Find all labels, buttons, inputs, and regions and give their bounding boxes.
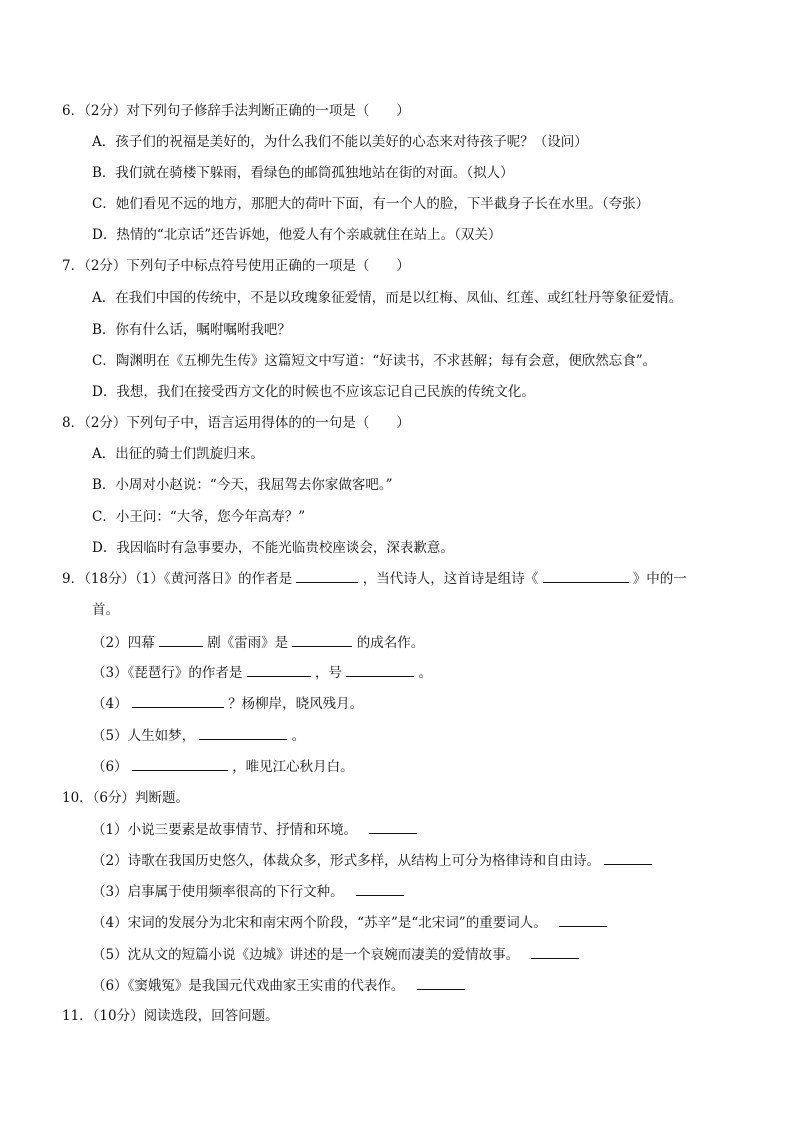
- question-10-item-4: [92, 912, 607, 933]
- question-9-text-c: 》中的一: [632, 571, 687, 587]
- question-9-part-5-text-b: 。: [291, 728, 306, 744]
- question-7-stem: 7．（2分）下列句子中标点符号使用正确的一项是（ ）: [62, 258, 410, 274]
- question-10-item-text: （3）启事属于使用频率很高的下行文种。: [92, 884, 344, 900]
- question-10-item-3: [92, 881, 404, 902]
- question-9-part-5-text-a: （5）人生如梦，: [92, 728, 196, 744]
- question-10-item-1: [92, 819, 417, 840]
- question-10-item-6: [92, 975, 465, 996]
- question-9-part-5: [92, 725, 305, 746]
- question-7-option-c: C．陶渊明在《五柳先生传》这篇短文中写道：“好读书，不求甚解；每有会意，便欣然忘食”。: [92, 353, 657, 369]
- question-9-part-3-text-c: 。: [418, 665, 433, 681]
- question-10-item-text: （2）诗歌在我国历史悠久，体裁众多，形式多样，从结构上可分为格律诗和自由诗。: [92, 853, 601, 869]
- question-9-part-6-text-b: ，唯见江心秋月白。: [232, 759, 354, 775]
- question-7-option-d: D．我想，我们在接受西方文化的时候也不应该忘记自己民族的传统文化。: [92, 384, 535, 400]
- answer-blank[interactable]: [296, 568, 358, 583]
- answer-blank[interactable]: [604, 850, 652, 865]
- question-6-option-b: B．我们就在骑楼下躲雨，看绿色的邮筒孤独地站在街的对面。（拟人）: [92, 165, 514, 181]
- answer-blank[interactable]: [159, 632, 203, 647]
- question-9-text-b: ，当代诗人，这首诗是组诗《: [362, 571, 539, 587]
- question-7-option-a: A．在我们中国的传统中，不是以玫瑰象征爱情，而是以红梅、凤仙、红莲、或红牡丹等象征爱情。: [92, 290, 683, 306]
- question-10-stem: 10．（6分）判断题。: [62, 790, 190, 806]
- question-6-option-c: C．她们看见不远的地方，那肥大的荷叶下面，有一个人的脸，下半截身子长在水里。（夸张）: [92, 196, 650, 212]
- question-9-part-3-text-b: ，号: [314, 665, 342, 681]
- question-10-item-5: [92, 944, 579, 965]
- question-9-part-2: [92, 632, 424, 653]
- answer-blank[interactable]: [531, 944, 579, 959]
- question-8-option-c: C．小王问：“大爷，您今年高寿？”: [92, 509, 306, 525]
- question-7-option-b: B．你有什么话，嘱咐嘱咐我吧？: [92, 322, 291, 338]
- question-10-item-text: （5）沈从文的短篇小说《边城》讲述的是一个哀婉而凄美的爱情故事。: [92, 947, 520, 963]
- question-10-item-text: （1）小说三要素是故事情节、抒情和环境。: [92, 822, 358, 838]
- question-10-item-text: （4）宋词的发展分为北宋和南宋两个阶段，“苏辛”是“北宋词”的重要词人。: [92, 915, 547, 931]
- question-9-text-a: 9．（18分）（1）《黄河落日》的作者是: [62, 571, 293, 587]
- answer-blank[interactable]: [356, 881, 404, 896]
- answer-blank[interactable]: [369, 819, 417, 834]
- answer-blank[interactable]: [132, 693, 224, 708]
- question-6-stem: 6．（2分）对下列句子修辞手法判断正确的一项是（ ）: [62, 103, 410, 119]
- question-9-part-4: [92, 693, 363, 714]
- answer-blank[interactable]: [199, 725, 287, 740]
- question-6-option-a: A．孩子们的祝福是美好的，为什么我们不能以美好的心态来对待孩子呢？（设问）: [92, 134, 588, 150]
- question-9-line-2: 首。: [92, 602, 119, 618]
- answer-blank[interactable]: [543, 568, 629, 583]
- question-11-stem: 11．（10分）阅读选段，回答问题。: [62, 1008, 279, 1024]
- question-8-option-a: A．出征的骑士们凯旋归来。: [92, 446, 264, 462]
- question-10-item-2: [92, 850, 652, 871]
- answer-blank[interactable]: [417, 975, 465, 990]
- question-9-part-2-text-b: 剧《雷雨》是: [207, 635, 289, 651]
- question-9-part-6-text-a: （6）: [92, 759, 128, 775]
- question-6-option-d: D．热情的“北京话”还告诉她，他爱人有个亲戚就住在站上。（双关）: [92, 227, 502, 243]
- answer-blank[interactable]: [132, 756, 228, 771]
- question-9-part-2-text-a: （2）四幕: [92, 635, 155, 651]
- question-9-part-6: [92, 756, 354, 777]
- question-9-line-1: [62, 568, 687, 589]
- answer-blank[interactable]: [559, 912, 607, 927]
- question-9-part-3: [92, 662, 432, 683]
- question-8-stem: 8．（2分）下列句子中，语言运用得体的的一句是（ ）: [62, 415, 410, 431]
- answer-blank[interactable]: [247, 662, 311, 677]
- question-9-part-3-text-a: （3）《琵琶行》的作者是: [92, 665, 243, 681]
- answer-blank[interactable]: [346, 662, 414, 677]
- question-8-option-d: D．我因临时有急事要办，不能光临贵校座谈会，深表歉意。: [92, 540, 454, 556]
- question-9-part-4-text-a: （4）: [92, 696, 128, 712]
- question-10-item-text: （6）《窦娥冤》是我国元代戏曲家王实甫的代表作。: [92, 978, 405, 994]
- question-9-part-2-text-c: 的成名作。: [356, 635, 425, 651]
- question-8-option-b: B．小周对小赵说：“今天，我屈驾去你家做客吧。”: [92, 477, 393, 493]
- question-9-part-4-text-b: ？杨柳岸，晓风残月。: [228, 696, 364, 712]
- answer-blank[interactable]: [292, 632, 352, 647]
